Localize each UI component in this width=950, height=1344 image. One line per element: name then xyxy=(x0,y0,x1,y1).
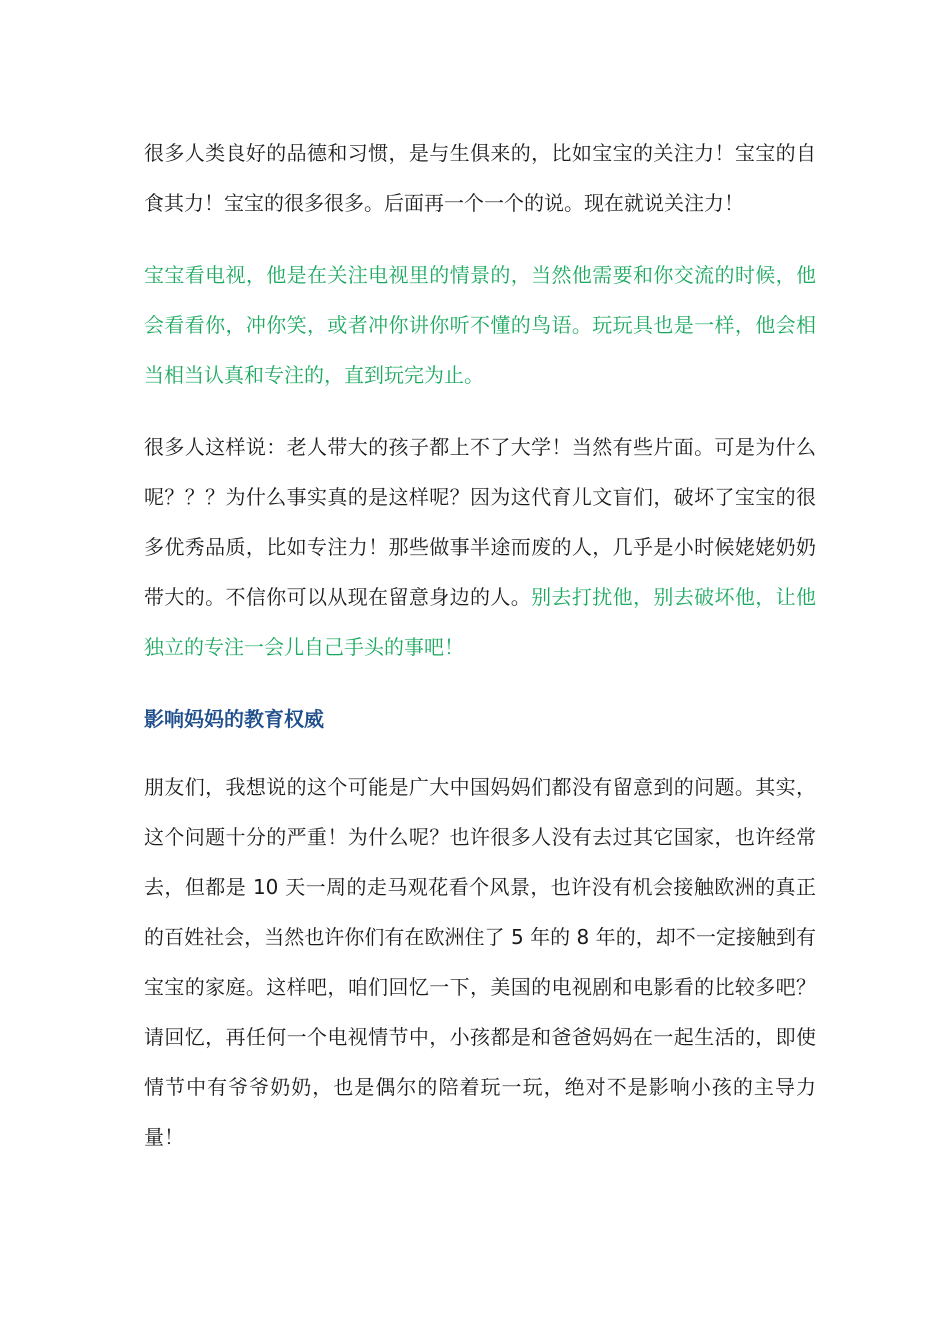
paragraph-mother-authority: 朋友们，我想说的这个可能是广大中国妈妈们都没有留意到的问题。其实，这个问题十分的严重！为什么呢？也许很多人没有去过其它国家，也许经常去，但都是 10 天一周的走马观花看个风景，也许没有机会接触欧洲的真正的百姓社会，当然也许你们有在欧洲住了 5 年的 8 年的，却不一定接触到有宝宝的家庭。这样吧，咱们回忆一下，美国的电视剧和电影看的比较多吧？请回忆，再任何一个电视情节中，小孩都是和爸爸妈妈在一起生活的，即使情节中有爷爷奶奶，也是偶尔的陪着玩一玩，绝对不是影响小孩的主导力量！ xyxy=(144,775,816,1149)
document-body xyxy=(144,128,816,1184)
paragraph-grandparents-highlight: 别去打扰他，别去破坏他，让他独立的专注一会儿自己手头的事吧！ xyxy=(144,585,816,659)
paragraph-grandparents xyxy=(144,422,816,672)
section-heading: 影响妈妈的教育权威 xyxy=(144,707,324,731)
paragraph-inborn-habits: 很多人类良好的品德和习惯，是与生俱来的，比如宝宝的关注力！宝宝的自食其力！宝宝的很多很多。后面再一个一个的说。现在就说关注力！ xyxy=(144,141,816,215)
paragraph-grandparents-text: 很多人这样说：老人带大的孩子都上不了大学！当然有些片面。可是为什么呢？？？为什么事实真的是这样呢？因为这代育儿文盲们，破坏了宝宝的很多优秀品质，比如专注力！那些做事半途而废的人，几乎是小时候姥姥奶奶带大的。不信你可以从现在留意身边的人。 xyxy=(144,435,816,609)
paragraph-tv-focus: 宝宝看电视，他是在关注电视里的情景的，当然他需要和你交流的时候，他会看看你，冲你笑，或者冲你讲你听不懂的鸟语。玩玩具也是一样，他会相当相当认真和专注的，直到玩完为止。 xyxy=(144,263,816,387)
